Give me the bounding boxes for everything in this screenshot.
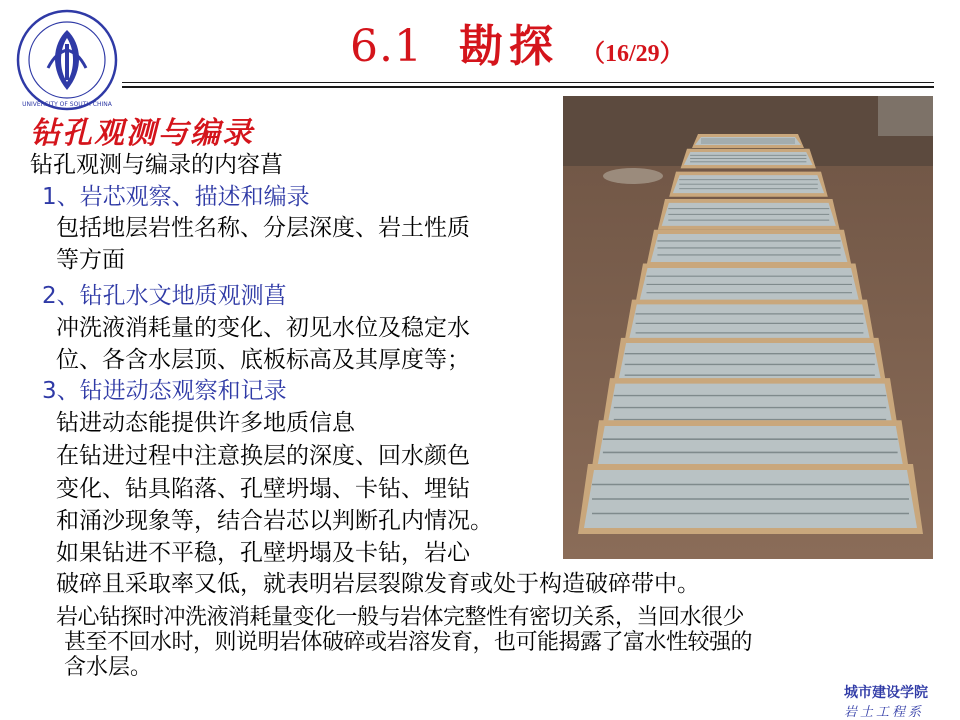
item1-title: 1、岩芯观察、描述和编录 xyxy=(42,184,310,210)
footer-department: 岩土工程系 xyxy=(843,705,924,720)
item3-line: 破碎且采取率又低，就表明岩层裂隙发育或处于构造破碎带中。 xyxy=(56,571,700,597)
item3-line: 在钻进过程中注意换层的深度、回水颜色 xyxy=(56,443,470,469)
item2-title: 2、钻孔水文地质观测菖 xyxy=(42,283,287,309)
item3-title: 3、钻进动态观察和记录 xyxy=(42,378,287,404)
logo-ring-text: UNIVERSITY OF SOUTH CHINA xyxy=(22,101,112,108)
item1-line: 等方面 xyxy=(56,247,125,273)
item3-line: 如果钻进不平稳，孔壁坍塌及卡钻，岩心 xyxy=(56,540,470,566)
page-indicator: （16/29） xyxy=(580,41,684,67)
section-title: 勘探 xyxy=(458,21,559,72)
drill-core-boxes-photo xyxy=(563,96,933,559)
item2-line: 位、各含水层顶、底板标高及其厚度等； xyxy=(56,347,470,373)
item3-line: 和涌沙现象等，结合岩芯以判断孔内情况。 xyxy=(56,508,493,534)
intro-line: 钻孔观测与编录的内容菖 xyxy=(30,152,283,178)
title-divider-thick xyxy=(122,86,934,88)
item3-line: 含水层。 xyxy=(64,655,153,680)
title-divider xyxy=(122,82,934,83)
footer-college: 城市建设学院 xyxy=(844,685,928,701)
slide-title xyxy=(350,10,684,70)
item2-line: 冲洗液消耗量的变化、初见水位及稳定水 xyxy=(56,315,470,341)
item3-line: 甚至不回水时，则说明岩体破碎或岩溶发育，也可能揭露了富水性较强的 xyxy=(64,630,753,655)
item3-line: 钻进动态能提供许多地质信息 xyxy=(56,410,355,436)
university-logo xyxy=(12,8,122,112)
item3-line: 变化、钻具陷落、孔壁坍塌、卡钻、埋钻 xyxy=(56,476,470,502)
item1-line: 包括地层岩性名称、分层深度、岩土性质 xyxy=(56,215,470,241)
section-heading: 钻孔观测与编录 xyxy=(30,116,254,151)
section-number: 6.1 xyxy=(350,21,423,72)
item3-line: 岩心钻探时冲洗液消耗量变化一般与岩体完整性有密切关系，当回水很少 xyxy=(56,605,745,630)
